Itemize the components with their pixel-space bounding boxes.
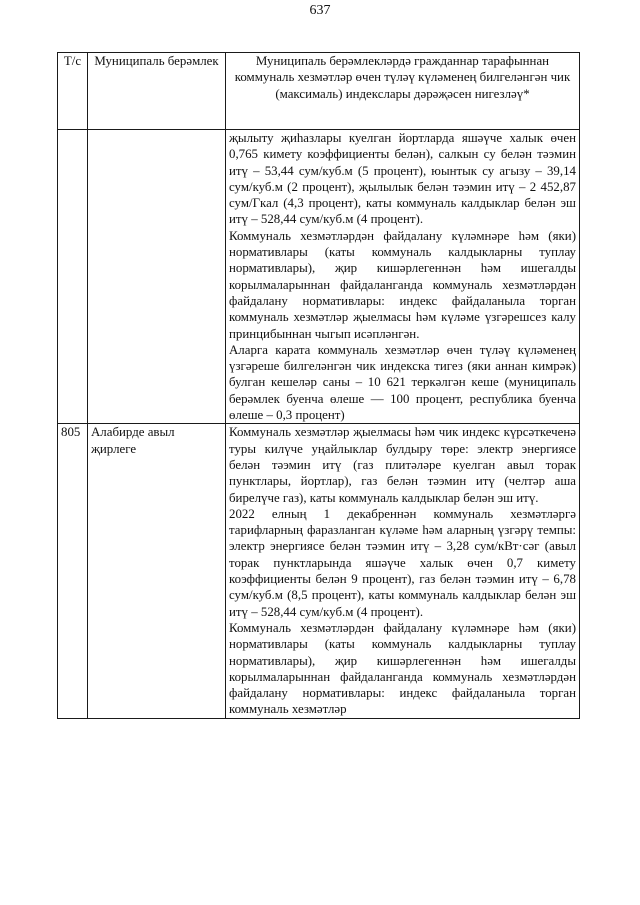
row-description	[226, 424, 580, 718]
header-municipality: Муниципаль берәмлек	[88, 53, 226, 130]
description-paragraph: Коммуналь хезмәтләрдән файдалану күләмнәре һәм (яки) нормативлары (каты коммуналь калдыкларны туплау нормативлары), җир кишәрлегеннән һәм ишегалды корылмаларыннан файдаланганда коммуналь хезмәтләрдән файдалану нормативлары: индекс файдаланыла торган коммуналь хезмәтләр	[229, 620, 576, 717]
description-paragraph: Коммуналь хезмәтләр җыелмасы һәм чик индекс күрсәткеченә туры килүче уңайлыклар булдыру төре: электр энергиясе белән тәэмин итү (газ плитәләре куелган авыл торак пунктлары, йортлар), газ белән тәэмин итү (челтәр аша бирелүче газ), каты коммуналь калдыклар белән эш итү.	[229, 425, 576, 505]
table-header-row	[58, 53, 580, 130]
page-number: 637	[309, 3, 331, 18]
row-number: 805	[58, 424, 88, 718]
row-description	[226, 130, 580, 424]
table-row	[58, 424, 580, 718]
table-row	[58, 130, 580, 424]
header-number: Т/с	[58, 53, 88, 130]
row-municipality	[88, 130, 226, 424]
row-number	[58, 130, 88, 424]
row-municipality: Алабирде авыл җирлеге	[88, 424, 226, 718]
description-paragraph: 2022 елның 1 декабреннән коммуналь хезмәтләргә тарифларның фаразланган күләме һәм аларның үзгәрү темпы: электр энергиясе белән тәэмин итү – 3,28 сум/кВт·сәг (авыл торак пунктларында яшәүче халык өчен 0,7 кимету коэффициенты белән 9 процент), газ белән тәэмин итү – 6,78 сум/куб.м (8,5 процент), каты коммуналь калдыклар белән эш итү – 528,44 сум/куб.м (4 процент).	[229, 506, 576, 619]
description-paragraph: Аларга карата коммуналь хезмәтләр өчен түләү күләменең үзгәреше билгеләнгән чик индекска тигез (яки аннан кимрәк) булган кешеләр саны – 10 621 теркәлгән кеше (муниципаль берәмлек буенча өлеше — 100 процент, республика буенча өлеше – 0,3 процент)	[229, 342, 576, 423]
header-description: Муниципаль берәмлекләрдә гражданнар тарафыннан коммуналь хезмәтләр өчен түләү күләменең билгеләнгән чик (максималь) индекслары дәрәҗәсен нигезләү*	[226, 53, 580, 130]
description-paragraph: җылыту җиһазлары куелган йортларда яшәүче халык өчен 0,765 кимету коэффициенты белән), салкын су белән тәэмин итү – 53,44 сум/куб.м (5 процент), юынтык су агызу – 39,14 сум/куб.м (2 процент), җылылык белән тәэмин итү – 2 452,87 сум/Гкал (4,3 процент), каты коммуналь калдыклар белән эш итү – 528,44 сум/куб.м (4 процент).	[229, 131, 576, 227]
description-paragraph: Коммуналь хезмәтләрдән файдалану күләмнәре һәм (яки) нормативлары (каты коммуналь калдыкларны туплау нормативлары), җир кишәрлегеннән һәм ишегалды корылмаларыннан файдаланганда коммуналь хезмәтләрдән файдалану нормативлары: индекс файдаланыла торган коммуналь хезмәтләр җыелмасы һәм күләме үзгәрешсез калу принцибыннан чыгып исәпләнгән.	[229, 228, 576, 341]
indices-table	[57, 52, 580, 719]
